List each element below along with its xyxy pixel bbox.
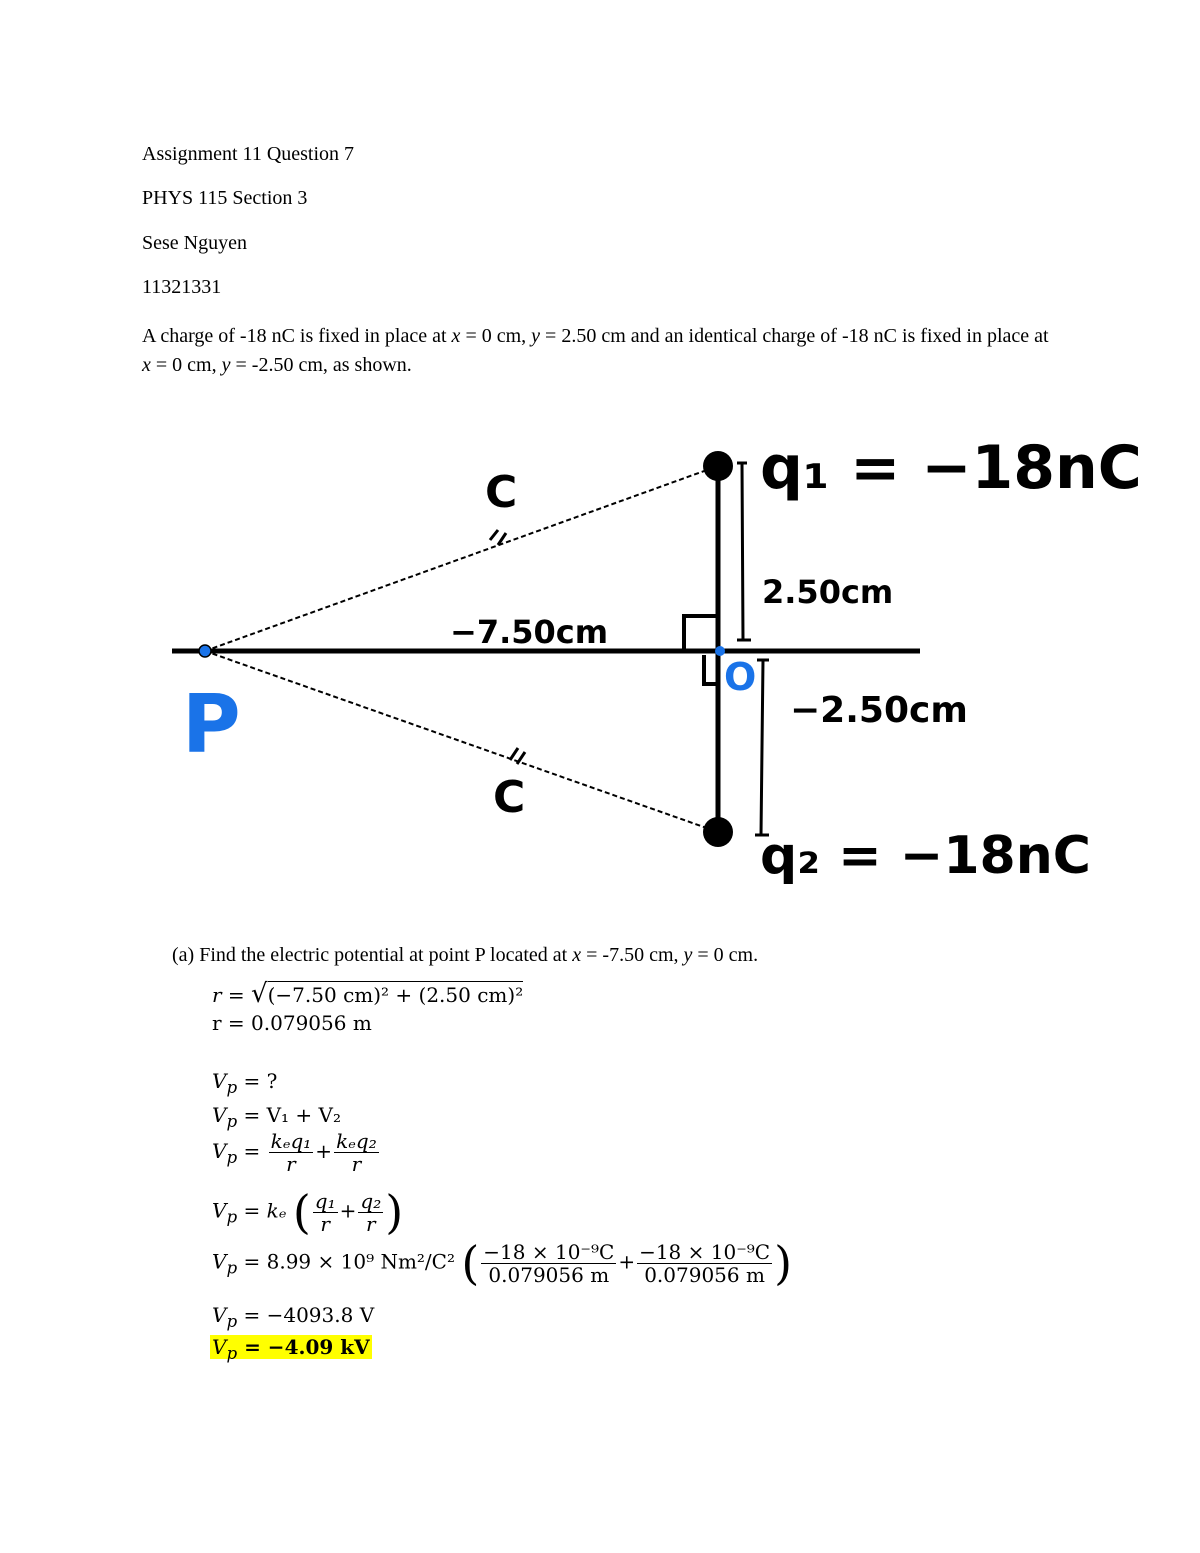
hypotenuse-top-label: C bbox=[485, 467, 518, 518]
problem-statement: A charge of -18 nC is fixed in place at x = 0 cm, y = 2.50 cm and an identical charge of -18 nC is fixed in place at x = 0 cm, y = -2.50 cm, as shown. bbox=[142, 325, 1049, 376]
equation-vp-unknown: $V_p$ = ? bbox=[212, 1069, 278, 1097]
student-id: 11321331 bbox=[142, 276, 222, 298]
tick-mark-bottom bbox=[510, 748, 525, 764]
assignment-title: Assignment 11 Question 7 bbox=[142, 143, 355, 165]
answer-highlight: $V_p = -4.09$ kV bbox=[212, 1335, 370, 1363]
equation-vp-factored: $V_p = k_e$ ( $\frac{\text{q₁}}{r}$ + $\frac{\text{q₂}}{r}$ ) bbox=[212, 1185, 404, 1239]
equation-r-value: r = 0.079056 m bbox=[212, 1011, 372, 1035]
distance-bracket-bottom bbox=[755, 660, 769, 835]
right-angle-mark-top bbox=[684, 616, 716, 649]
origin-label: O bbox=[724, 655, 757, 699]
bottom-distance-label: −2.50cm bbox=[790, 690, 968, 731]
course-section: PHYS 115 Section 3 bbox=[142, 187, 308, 209]
part-a-question: (a) Find the electric potential at point P located at x = -7.50 cm, y = 0 cm. bbox=[172, 944, 759, 966]
distance-bracket-top bbox=[737, 463, 751, 640]
charge-diagram bbox=[0, 400, 1200, 920]
tick-mark-top bbox=[490, 530, 506, 545]
charge-q1 bbox=[703, 451, 733, 481]
point-p-dot bbox=[199, 645, 211, 657]
q1-label: q₁ = −18nC bbox=[760, 433, 1142, 503]
charge-q2 bbox=[703, 817, 733, 847]
student-name: Sese Nguyen bbox=[142, 232, 247, 254]
hypotenuse-bottom-label: C bbox=[493, 772, 526, 823]
final-answer bbox=[210, 1335, 372, 1363]
hypotenuse-bottom bbox=[205, 651, 718, 832]
q2-label: q₂ = −18nC bbox=[760, 826, 1091, 886]
point-p-label: P bbox=[182, 678, 241, 771]
equation-vp-sum: $V_p = V_1 + V_2$ bbox=[212, 1103, 341, 1131]
x-distance-label: −7.50cm bbox=[450, 613, 609, 651]
equation-vp-fractions: $V_p$ = $\frac{\text{kₑq₁}}{r}$ + $\frac{\text{kₑq₂}}{r}$ bbox=[212, 1129, 377, 1176]
top-distance-label: 2.50cm bbox=[762, 573, 894, 611]
equation-r-sqrt: r = √(−7.50 cm)² + (2.50 cm)² bbox=[212, 979, 524, 1009]
equation-vp-volts: $V_p = -4093.8$ V bbox=[212, 1303, 375, 1331]
equation-vp-substituted: $V_p = 8.99 \times 10^9$ Nm²/C² ( $\frac{\text{−18 × 10⁻⁹C}}{0.079056 m}$ + $\frac{\text{−18 × 10⁻⁹C}}{0.079056 m}$ ) bbox=[212, 1236, 793, 1290]
